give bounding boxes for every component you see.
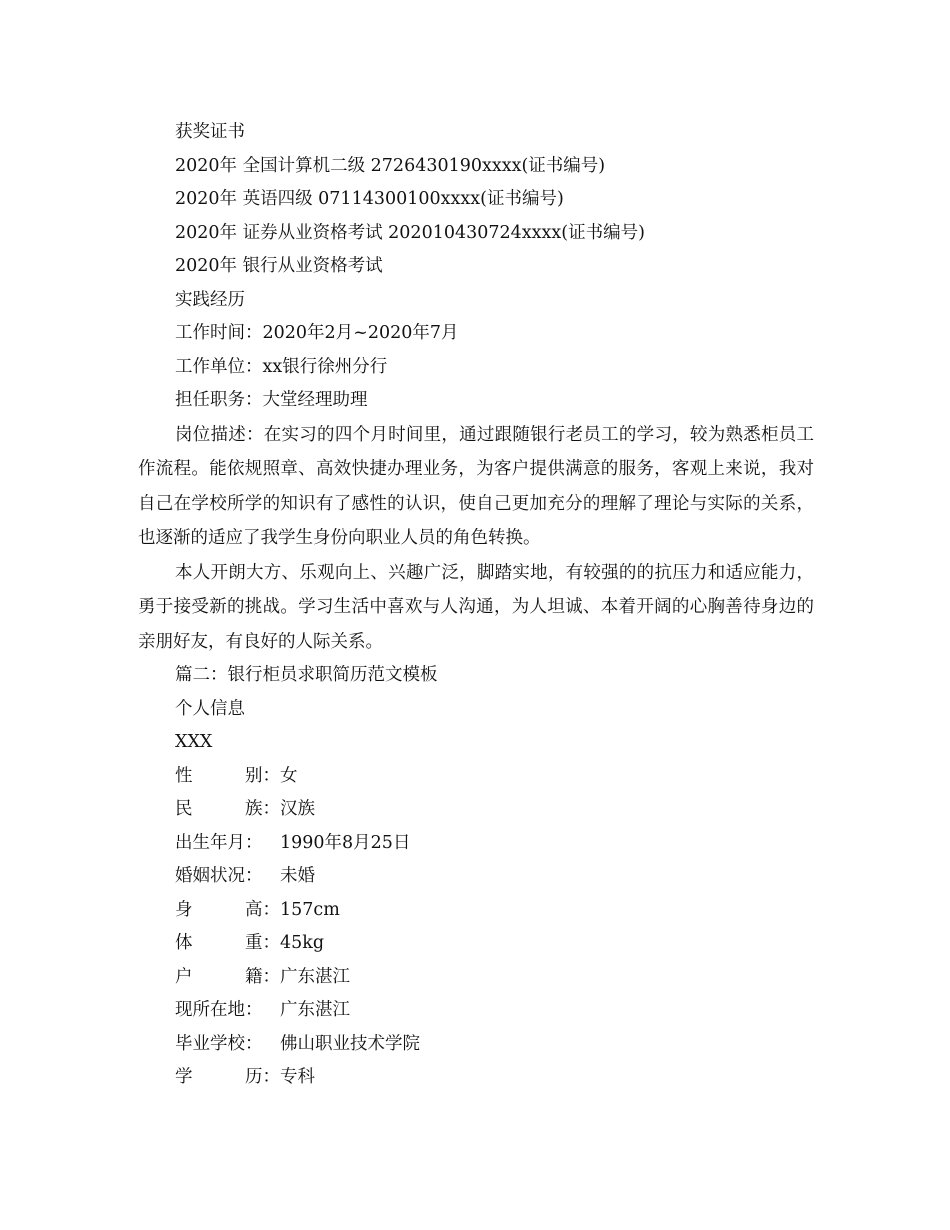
info-label: 性 别： xyxy=(175,765,280,786)
info-row-household-registration xyxy=(138,961,814,995)
info-value: 45kg xyxy=(280,933,325,953)
info-row-height xyxy=(138,894,814,928)
info-row-weight xyxy=(138,927,814,961)
info-label: 出生年月： xyxy=(175,832,263,853)
info-value: 157cm xyxy=(280,899,340,920)
name-value: XXX xyxy=(175,732,213,752)
info-row-current-location xyxy=(138,994,814,1028)
info-row-school xyxy=(138,1028,814,1062)
info-label: 学 历： xyxy=(175,1067,280,1087)
info-label: 体 重： xyxy=(175,933,280,953)
info-value: 1990年8月25日 xyxy=(280,832,411,853)
info-value: 汉族 xyxy=(280,799,315,819)
info-label: 婚姻状况： xyxy=(175,866,263,886)
info-value: 未婚 xyxy=(280,866,315,886)
position: 担任职务：大堂经理助理 xyxy=(175,390,368,410)
info-row-education xyxy=(138,1061,814,1095)
info-label: 民 族： xyxy=(175,799,280,819)
award-item: 2020年 英语四级 07114300100xxxx(证书编号) xyxy=(175,189,564,209)
work-time: 工作时间：2020年2月~2020年7月 xyxy=(175,323,459,343)
info-row-gender xyxy=(138,760,814,794)
info-label: 户 籍： xyxy=(175,966,280,987)
info-label: 毕业学校： xyxy=(175,1033,263,1054)
part2-title: 篇二：银行柜员求职简历范文模板 xyxy=(175,665,438,685)
info-row-birthdate xyxy=(138,827,814,861)
info-value: 广东湛江 xyxy=(280,966,350,987)
awards-heading: 获奖证书 xyxy=(175,122,245,142)
self-evaluation: 本人开朗大方、乐观向上、兴趣广泛，脚踏实地，有较强的的抗压力和适应能力，勇于接受新的挑战。学习生活中喜欢与人沟通，为人坦诚、本着开阔的心胸善待身边的亲朋好友，有良好的人际关系。 xyxy=(138,562,814,652)
personal-info-heading: 个人信息 xyxy=(175,698,245,719)
info-row-ethnicity xyxy=(138,793,814,827)
document-content xyxy=(138,116,814,1095)
info-value: 广东湛江 xyxy=(280,1000,350,1020)
practice-heading: 实践经历 xyxy=(175,289,245,310)
info-value: 女 xyxy=(280,765,298,786)
award-item: 2020年 证券从业资格考试 202010430724xxxx(证书编号) xyxy=(175,222,645,243)
info-label: 现所在地： xyxy=(175,1000,263,1020)
work-unit: 工作单位：xx银行徐州分行 xyxy=(175,356,388,377)
info-value: 专科 xyxy=(280,1067,315,1087)
info-label: 身 高： xyxy=(175,899,280,920)
award-item: 2020年 全国计算机二级 2726430190xxxx(证书编号) xyxy=(175,155,606,176)
award-item: 2020年 银行从业资格考试 xyxy=(175,256,383,276)
info-value: 佛山职业技术学院 xyxy=(280,1033,420,1054)
job-description: 岗位描述：在实习的四个月时间里，通过跟随银行老员工的学习，较为熟悉柜员工作流程。能依规照章、高效快捷办理业务，为客户提供满意的服务，客观上来说，我对自己在学校所学的知识有了感性的认识，使自己更加充分的理解了理论与实际的关系，也逐渐的适应了我学生身份向职业人员的角色转换。 xyxy=(138,424,814,548)
info-row-marital-status xyxy=(138,860,814,894)
